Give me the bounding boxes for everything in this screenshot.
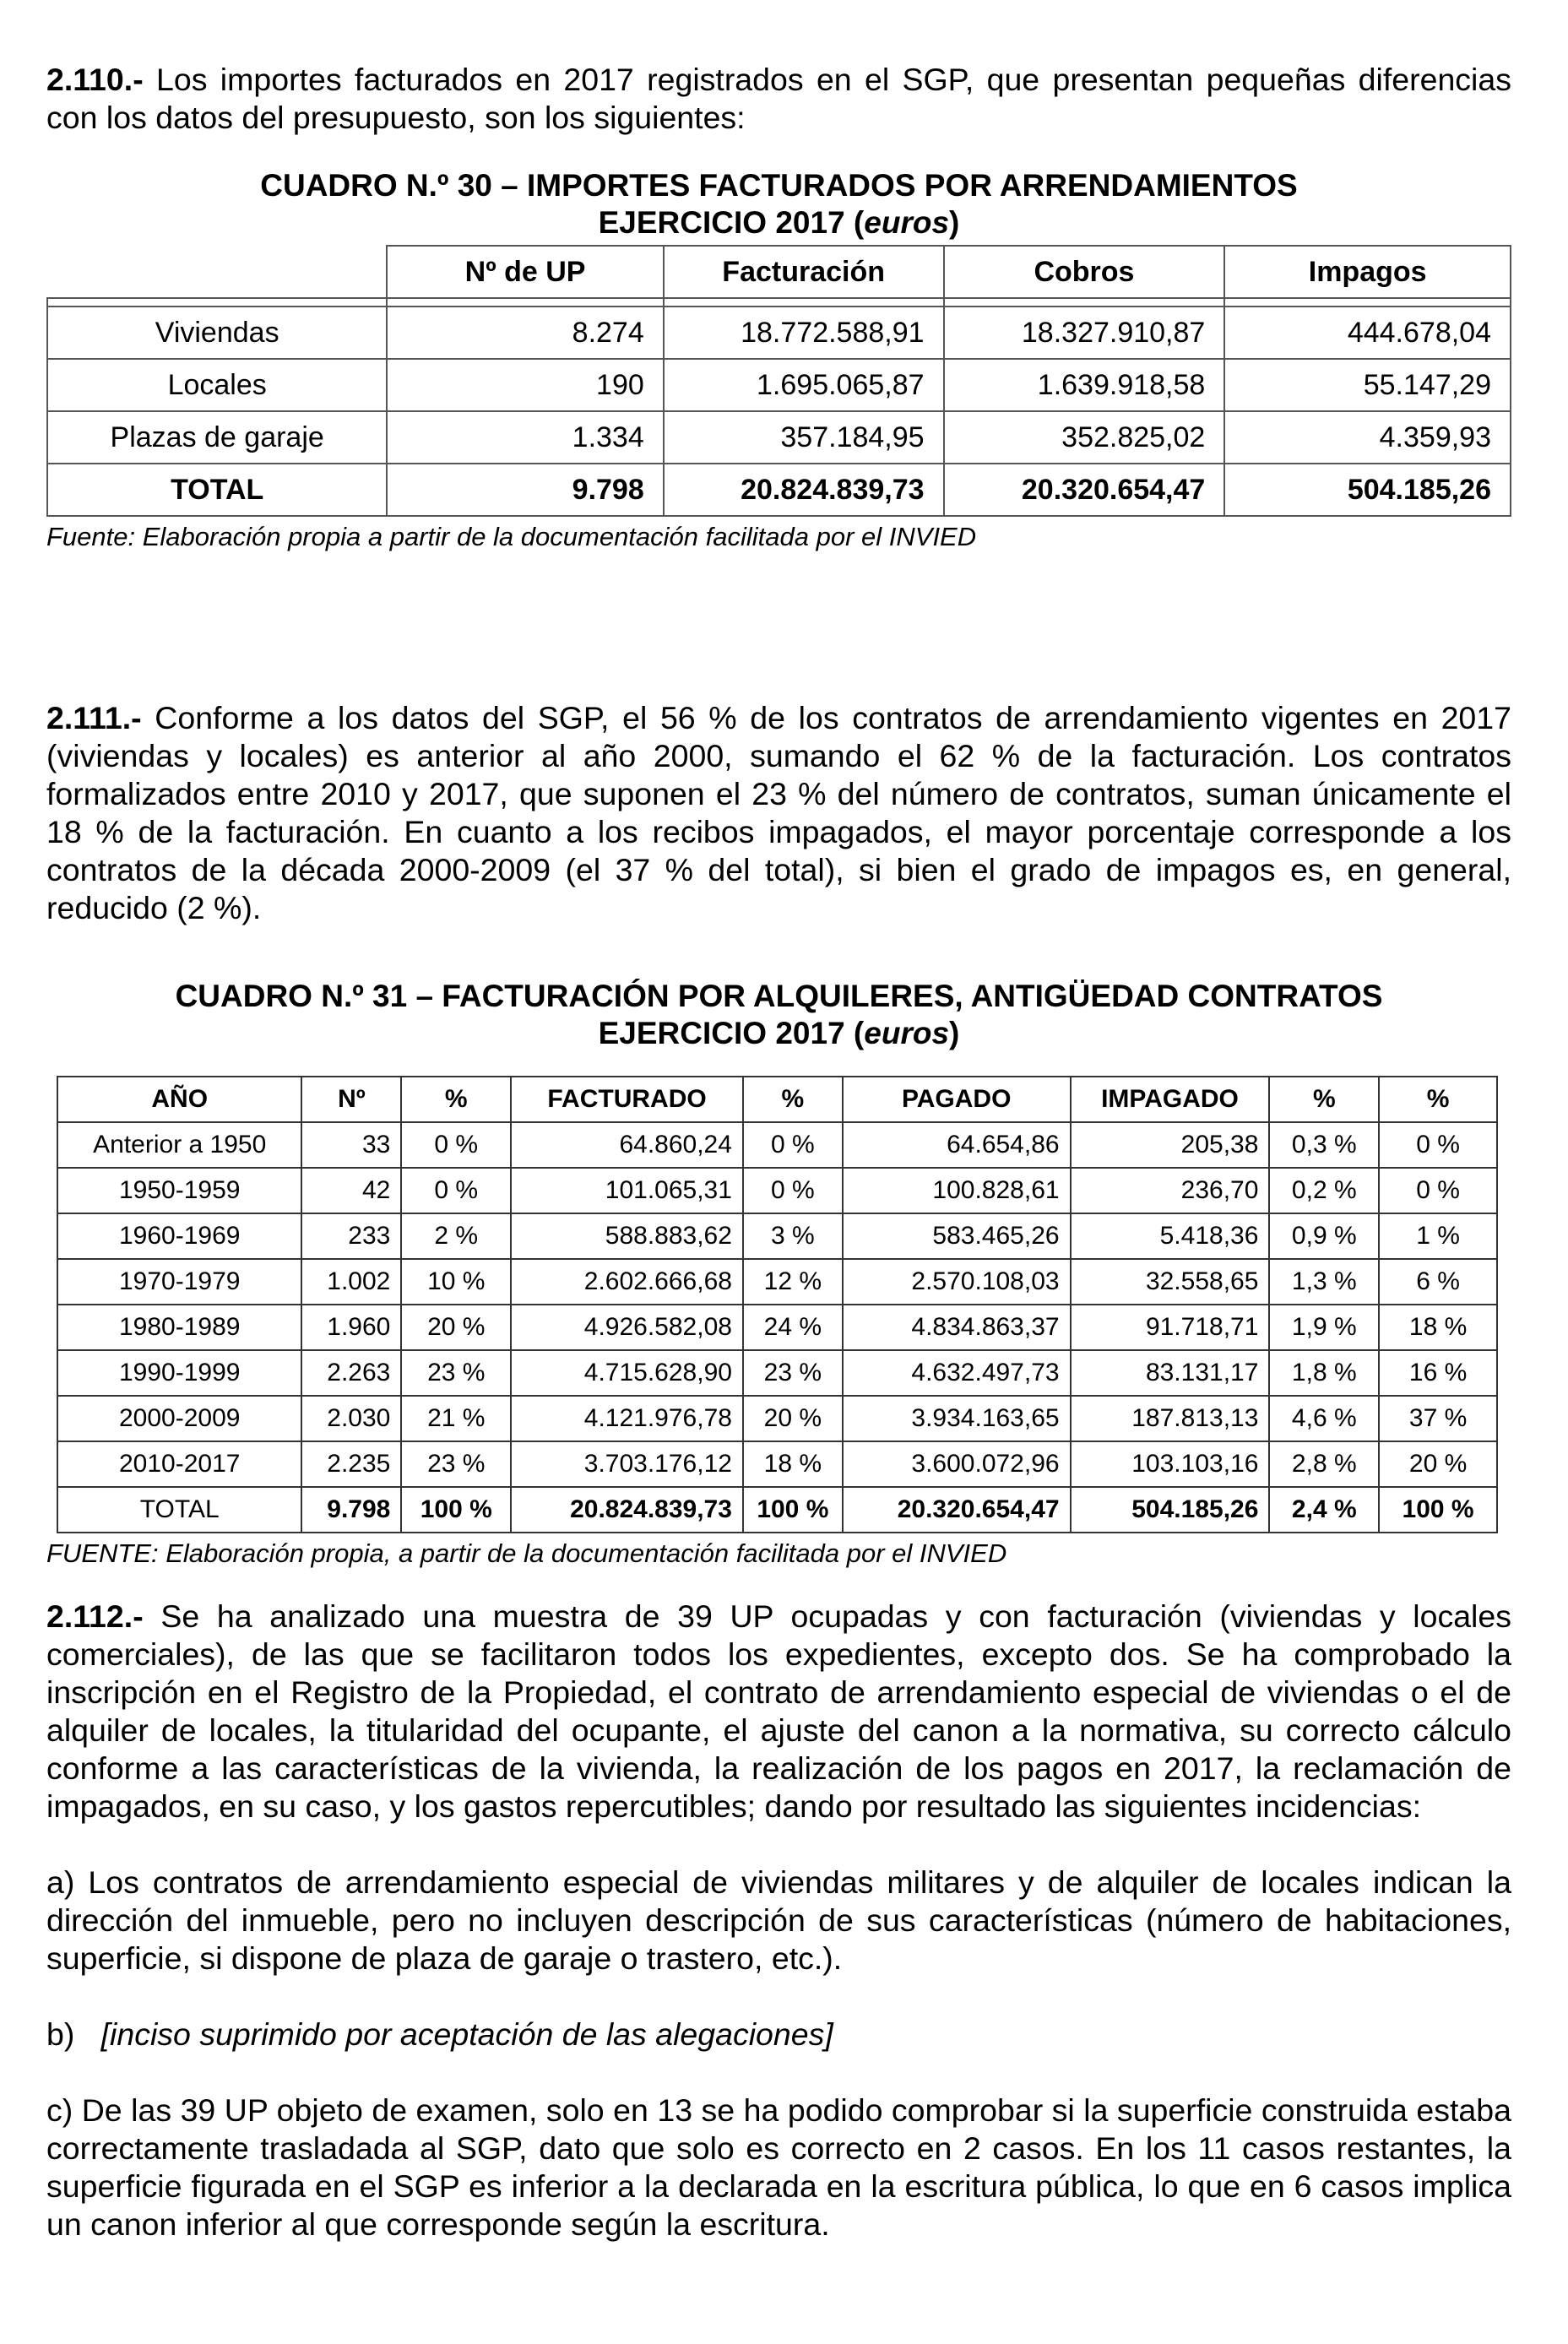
cell-pct-total: 37 % xyxy=(1379,1396,1497,1441)
cell-num: 2.263 xyxy=(301,1350,401,1396)
cell-pagado: 4.834.863,37 xyxy=(843,1305,1071,1350)
paragraph-2112 xyxy=(46,1598,1511,1826)
cell-impagos: 55.147,29 xyxy=(1224,359,1511,411)
cell-facturacion: 1.695.065,87 xyxy=(664,359,944,411)
cell-pct-facturado: 23 % xyxy=(743,1350,843,1396)
cuadro-31-title-year: EJERCICIO 2017 ( xyxy=(598,1016,865,1050)
cell-pagado: 3.600.072,96 xyxy=(843,1441,1071,1487)
cell-ano: 1990-1999 xyxy=(57,1350,301,1396)
cell-impagado: 504.185,26 xyxy=(1071,1487,1270,1533)
header-pct-facturado: % xyxy=(743,1077,843,1122)
list-item-b xyxy=(46,2016,1511,2054)
document-page xyxy=(46,61,1511,2244)
cell-facturado: 101.065,31 xyxy=(511,1168,743,1213)
paragraph-text: Los importes facturados en 2017 registrados en el SGP, que presentan pequeñas diferencias con los datos del presupuesto, son los siguientes: xyxy=(46,62,1511,135)
cell-pct-num: 0 % xyxy=(401,1168,511,1213)
cell-cobros: 352.825,02 xyxy=(944,411,1225,464)
cell-up: 8.274 xyxy=(387,307,663,359)
paragraph-number: 2.112.- xyxy=(46,1598,144,1634)
header-cobros: Cobros xyxy=(944,246,1225,298)
paragraph-2110 xyxy=(46,61,1511,137)
cell-pct-num: 20 % xyxy=(401,1305,511,1350)
table-header-row xyxy=(57,1077,1497,1122)
table-row xyxy=(57,1396,1497,1441)
list-item-b-prefix: b) xyxy=(46,2016,75,2052)
cell-pct-impagado: 1,9 % xyxy=(1269,1305,1379,1350)
cell-impagado: 83.131,17 xyxy=(1071,1350,1270,1396)
cuadro-30-title-line1: CUADRO N.º 30 – IMPORTES FACTURADOS POR ARRENDAMIENTOS xyxy=(260,168,1298,203)
cell-impagos: 444.678,04 xyxy=(1224,307,1511,359)
table-total-row xyxy=(47,464,1511,516)
cell-facturacion: 357.184,95 xyxy=(664,411,944,464)
cell-pct-facturado: 18 % xyxy=(743,1441,843,1487)
cell-impagado: 103.103,16 xyxy=(1071,1441,1270,1487)
cell-num: 2.030 xyxy=(301,1396,401,1441)
total-cobros: 20.320.654,47 xyxy=(944,464,1225,516)
total-up: 9.798 xyxy=(387,464,663,516)
cuadro-30-title-unit: euros xyxy=(864,205,950,240)
cuadro-30-title xyxy=(46,167,1511,241)
cell-pct-impagado: 0,9 % xyxy=(1269,1213,1379,1259)
header-facturacion: Facturación xyxy=(664,246,944,298)
table-row xyxy=(57,1213,1497,1259)
cell-facturado: 20.824.839,73 xyxy=(511,1487,743,1533)
cell-facturado: 4.121.976,78 xyxy=(511,1396,743,1441)
total-label: TOTAL xyxy=(47,464,387,516)
table-row xyxy=(47,359,1511,411)
table-body xyxy=(57,1122,1497,1533)
cell-impagado: 236,70 xyxy=(1071,1168,1270,1213)
cell-cobros: 18.327.910,87 xyxy=(944,307,1225,359)
paragraph-2111 xyxy=(46,699,1511,927)
cell-pct-facturado: 0 % xyxy=(743,1168,843,1213)
cell-impagado: 205,38 xyxy=(1071,1122,1270,1168)
table-row xyxy=(57,1350,1497,1396)
cell-impagado: 187.813,13 xyxy=(1071,1396,1270,1441)
cell-num: 9.798 xyxy=(301,1487,401,1533)
cell-facturado: 4.715.628,90 xyxy=(511,1350,743,1396)
cell-pct-facturado: 0 % xyxy=(743,1122,843,1168)
cell-ano: 1960-1969 xyxy=(57,1213,301,1259)
cell-pct-total: 18 % xyxy=(1379,1305,1497,1350)
cell-num: 42 xyxy=(301,1168,401,1213)
cell-ano: 2010-2017 xyxy=(57,1441,301,1487)
cell-pct-impagado: 1,8 % xyxy=(1269,1350,1379,1396)
header-pct-total: % xyxy=(1379,1077,1497,1122)
cell-pagado: 64.654,86 xyxy=(843,1122,1071,1168)
cell-facturado: 3.703.176,12 xyxy=(511,1441,743,1487)
cell-ano: 1950-1959 xyxy=(57,1168,301,1213)
cell-pct-num: 0 % xyxy=(401,1122,511,1168)
header-impagado: IMPAGADO xyxy=(1071,1077,1270,1122)
list-item-a: a) Los contratos de arrendamiento especial de viviendas militares y de alquiler de locales indican la dirección del inmueble, pero no incluyen descripción de sus características (número de habitaciones, superficie, si dispone de plaza de garaje o trastero, etc.). xyxy=(46,1864,1511,1976)
table-header-row xyxy=(47,246,1511,298)
header-up: Nº de UP xyxy=(387,246,663,298)
cell-cobros: 1.639.918,58 xyxy=(944,359,1225,411)
cuadro-30-source: Fuente: Elaboración propia a partir de la documentación facilitada por el INVIED xyxy=(46,522,977,551)
cell-num: 1.002 xyxy=(301,1259,401,1305)
table-gap-row xyxy=(47,298,1511,307)
cuadro-30-title-close: ) xyxy=(949,205,960,240)
cell-pct-num: 21 % xyxy=(401,1396,511,1441)
cell-pagado: 2.570.108,03 xyxy=(843,1259,1071,1305)
cell-up: 190 xyxy=(387,359,663,411)
cell-ano: 2000-2009 xyxy=(57,1396,301,1441)
table-row xyxy=(57,1259,1497,1305)
cell-num: 2.235 xyxy=(301,1441,401,1487)
cell-pct-facturado: 20 % xyxy=(743,1396,843,1441)
cell-facturado: 4.926.582,08 xyxy=(511,1305,743,1350)
cell-pct-total: 100 % xyxy=(1379,1487,1497,1533)
cell-pagado: 100.828,61 xyxy=(843,1168,1071,1213)
paragraph-number: 2.110.- xyxy=(46,62,144,97)
cell-facturado: 2.602.666,68 xyxy=(511,1259,743,1305)
header-impagos: Impagos xyxy=(1224,246,1511,298)
cell-up: 1.334 xyxy=(387,411,663,464)
cuadro-31-title xyxy=(46,978,1511,1052)
table-row xyxy=(57,1305,1497,1350)
paragraph-number: 2.111.- xyxy=(46,700,142,735)
cell-num: 1.960 xyxy=(301,1305,401,1350)
table-row xyxy=(57,1122,1497,1168)
cell-impagos: 4.359,93 xyxy=(1224,411,1511,464)
cell-num: 233 xyxy=(301,1213,401,1259)
cuadro-31-table xyxy=(57,1076,1498,1533)
header-ano: AÑO xyxy=(57,1077,301,1122)
cell-impagado: 5.418,36 xyxy=(1071,1213,1270,1259)
list-item-c: c) De las 39 UP objeto de examen, solo en 13 se ha podido comprobar si la superficie construida estaba correctamente trasladada al SGP, dato que solo es correcto en 2 casos. En los 11 casos restantes, la superficie figurada en el SGP es inferior a la declarada en la escritura pública, lo que en 6 casos implica un canon inferior al que corresponde según la escritura. xyxy=(46,2092,1511,2242)
cell-ano: Anterior a 1950 xyxy=(57,1122,301,1168)
cell-num: 33 xyxy=(301,1122,401,1168)
cell-pct-total: 0 % xyxy=(1379,1122,1497,1168)
total-facturacion: 20.824.839,73 xyxy=(664,464,944,516)
table-row xyxy=(57,1168,1497,1213)
cell-pct-facturado: 100 % xyxy=(743,1487,843,1533)
header-pct-impagado: % xyxy=(1269,1077,1379,1122)
cell-pct-total: 6 % xyxy=(1379,1259,1497,1305)
cell-pagado: 583.465,26 xyxy=(843,1213,1071,1259)
table-row xyxy=(47,307,1511,359)
paragraph-text: Conforme a los datos del SGP, el 56 % de los contratos de arrendamiento vigentes en 2017 (viviendas y locales) es anterior al año 2000, sumando el 62 % de la facturación. Los contratos formalizados entre 2010 y 2017, que suponen el 23 % del número de contratos, suman únicamente el 18 % de la facturación. En cuanto a los recibos impagados, el mayor porcentaje corresponde a los contratos de la década 2000-2009 (el 37 % del total), si bien el grado de impagos es, en general, reducido (2 %). xyxy=(46,700,1511,925)
header-pct-num: % xyxy=(401,1077,511,1122)
total-impagos: 504.185,26 xyxy=(1224,464,1511,516)
cell-ano: TOTAL xyxy=(57,1487,301,1533)
cell-pct-total: 0 % xyxy=(1379,1168,1497,1213)
cuadro-31-source: FUENTE: Elaboración propia, a partir de la documentación facilitada por el INVIED xyxy=(46,1538,1007,1568)
cuadro-30-title-year: EJERCICIO 2017 ( xyxy=(598,205,865,240)
cell-pct-total: 20 % xyxy=(1379,1441,1497,1487)
paragraph-text: Se ha analizado una muestra de 39 UP ocupadas y con facturación (viviendas y locales comerciales), de las que se facilitaron todos los expedientes, excepto dos. Se ha comprobado la inscripción en el Registro de la Propiedad, el contrato de arrendamiento especial de viviendas o el de alquiler de locales, la titularidad del ocupante, el ajuste del canon a la normativa, su correcto cálculo conforme a las características de la vivienda, la realización de los pagos en 2017, la reclamación de impagados, en su caso, y los gastos repercutibles; dando por resultado las siguientes incidencias: xyxy=(46,1598,1511,1824)
cell-pct-impagado: 4,6 % xyxy=(1269,1396,1379,1441)
cell-pct-num: 10 % xyxy=(401,1259,511,1305)
cell-pagado: 4.632.497,73 xyxy=(843,1350,1071,1396)
cuadro-31-title-line1: CUADRO N.º 31 – FACTURACIÓN POR ALQUILERES, ANTIGÜEDAD CONTRATOS xyxy=(175,979,1383,1013)
cell-pct-num: 23 % xyxy=(401,1350,511,1396)
cell-pct-facturado: 3 % xyxy=(743,1213,843,1259)
cell-pct-facturado: 12 % xyxy=(743,1259,843,1305)
cell-impagado: 91.718,71 xyxy=(1071,1305,1270,1350)
cell-pct-total: 16 % xyxy=(1379,1350,1497,1396)
cell-pct-total: 1 % xyxy=(1379,1213,1497,1259)
cell-pct-impagado: 2,4 % xyxy=(1269,1487,1379,1533)
list-item-b-text: [inciso suprimido por aceptación de las alegaciones] xyxy=(100,2016,833,2052)
cell-ano: 1980-1989 xyxy=(57,1305,301,1350)
cell-pct-facturado: 24 % xyxy=(743,1305,843,1350)
row-label: Plazas de garaje xyxy=(47,411,387,464)
cell-facturado: 64.860,24 xyxy=(511,1122,743,1168)
cuadro-31-title-close: ) xyxy=(949,1016,960,1050)
table-row xyxy=(57,1441,1497,1487)
cuadro-31-title-unit: euros xyxy=(864,1016,950,1050)
cell-impagado: 32.558,65 xyxy=(1071,1259,1270,1305)
cell-facturado: 588.883,62 xyxy=(511,1213,743,1259)
cell-pct-impagado: 0,3 % xyxy=(1269,1122,1379,1168)
cell-pct-impagado: 2,8 % xyxy=(1269,1441,1379,1487)
header-blank-cell xyxy=(47,246,387,298)
cell-ano: 1970-1979 xyxy=(57,1259,301,1305)
cell-pct-num: 100 % xyxy=(401,1487,511,1533)
header-num: Nº xyxy=(301,1077,401,1122)
header-facturado: FACTURADO xyxy=(511,1077,743,1122)
cell-pct-num: 23 % xyxy=(401,1441,511,1487)
cell-pct-num: 2 % xyxy=(401,1213,511,1259)
cell-pagado: 20.320.654,47 xyxy=(843,1487,1071,1533)
row-label: Locales xyxy=(47,359,387,411)
table-row xyxy=(47,411,1511,464)
cell-pct-impagado: 1,3 % xyxy=(1269,1259,1379,1305)
cell-facturacion: 18.772.588,91 xyxy=(664,307,944,359)
cell-pagado: 3.934.163,65 xyxy=(843,1396,1071,1441)
table-total-row xyxy=(57,1487,1497,1533)
cell-pct-impagado: 0,2 % xyxy=(1269,1168,1379,1213)
row-label: Viviendas xyxy=(47,307,387,359)
cuadro-30-table xyxy=(46,245,1511,517)
header-pagado: PAGADO xyxy=(843,1077,1071,1122)
